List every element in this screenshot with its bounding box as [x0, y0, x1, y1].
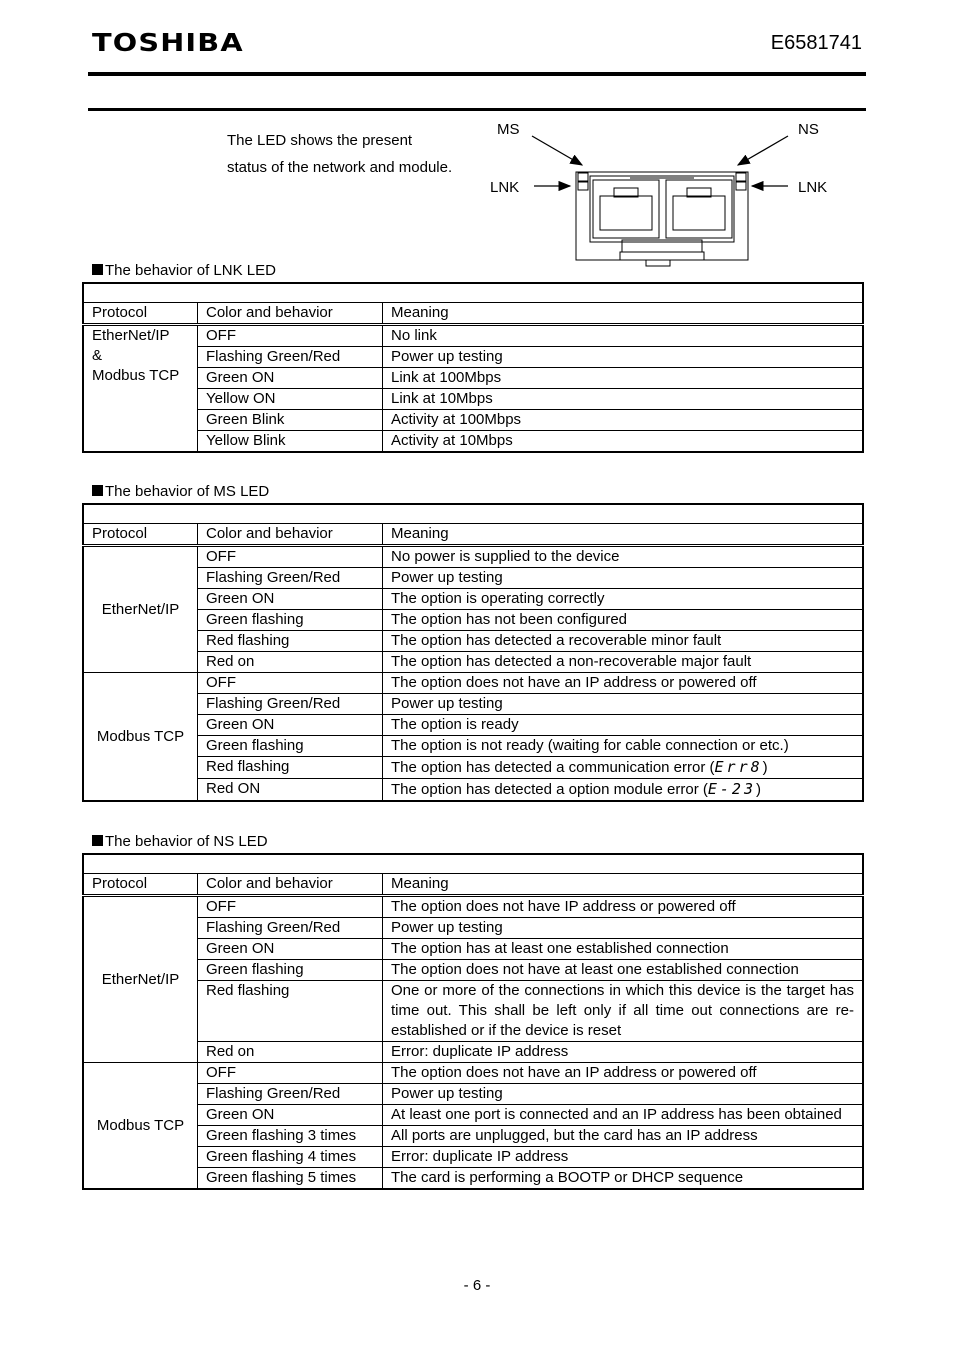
- intro-line-2: status of the network and module.: [227, 159, 453, 176]
- lnk-left-label: LNK: [490, 179, 520, 196]
- module-diagram: [0, 0, 954, 290]
- table-header-row: [83, 874, 863, 896]
- header-meaning: Meaning: [383, 874, 864, 896]
- table-row: Green flashing The option is not ready (waiting for cable connection or etc.): [83, 736, 863, 757]
- table-row: Green ON The option is ready: [83, 715, 863, 736]
- protocol-cell: EtherNet/IP: [83, 896, 198, 1063]
- table-row: Red ON The option has detected a option module error (E-23): [83, 779, 863, 802]
- table-row: Flashing Green/Red Power up testing: [83, 1084, 863, 1105]
- table-row: EtherNet/IP OFF The option does not have IP address or powered off: [83, 896, 863, 918]
- table-row: Red flashing The option has detected a recoverable minor fault: [83, 631, 863, 652]
- table-row: Red on Error: duplicate IP address: [83, 1042, 863, 1063]
- ms-section-title: The behavior of MS LED: [92, 483, 269, 500]
- toshiba-logo: TOSHIBA: [92, 28, 244, 57]
- header-color: Color and behavior: [198, 303, 383, 325]
- header-color: Color and behavior: [198, 874, 383, 896]
- table-row: Flashing Green/Red Power up testing: [83, 568, 863, 589]
- module-body: [576, 172, 748, 266]
- document-number: E6581741: [770, 32, 862, 54]
- table-row: Red flashing One or more of the connections in which this device is the target has time out. This shall be left only if all time out connections are re-established or if the device is reset: [83, 981, 863, 1042]
- table-header-row: [83, 524, 863, 546]
- ms-label: MS: [497, 121, 520, 138]
- table-row: Flashing Green/Red Power up testing: [83, 694, 863, 715]
- ns-label: NS: [798, 121, 819, 138]
- table-row: Flashing Green/Red Power up testing: [83, 918, 863, 939]
- header-color: Color and behavior: [198, 524, 383, 546]
- table-row: Green ON The option is operating correctly: [83, 589, 863, 610]
- table-row: Yellow Blink Activity at 10Mbps: [83, 431, 863, 453]
- square-bullet-icon: [92, 264, 103, 275]
- table-row: Red on The option has detected a non-recoverable major fault: [83, 652, 863, 673]
- header-protocol: Protocol: [83, 874, 198, 896]
- table-row: Modbus TCP OFF The option does not have an IP address or powered off: [83, 1063, 863, 1084]
- table-row: Green ON Link at 100Mbps: [83, 368, 863, 389]
- header-meaning: Meaning: [383, 524, 864, 546]
- header-protocol: Protocol: [83, 303, 198, 325]
- error-code-display: E-23: [707, 780, 756, 798]
- page-number: - 6 -: [463, 1277, 491, 1294]
- protocol-cell: Modbus TCP: [83, 673, 198, 802]
- table-row: Green flashing 5 times The card is performing a BOOTP or DHCP sequence: [83, 1168, 863, 1190]
- table-row: Modbus TCP OFF The option does not have an IP address or powered off: [83, 673, 863, 694]
- table-row: Green flashing 3 times All ports are unplugged, but the card has an IP address: [83, 1126, 863, 1147]
- table-header-row: [83, 303, 863, 325]
- header-protocol: Protocol: [83, 524, 198, 546]
- ms-arrow: [532, 136, 582, 165]
- protocol-cell: EtherNet/IP & Modbus TCP: [83, 325, 198, 453]
- table-row: Green flashing The option has not been configured: [83, 610, 863, 631]
- protocol-cell: Modbus TCP: [83, 1063, 198, 1190]
- table-row: EtherNet/IP OFF No power is supplied to the device: [83, 546, 863, 568]
- table-row: Green ON At least one port is connected and an IP address has been obtained: [83, 1105, 863, 1126]
- square-bullet-icon: [92, 485, 103, 496]
- table-row: Green flashing The option does not have at least one established connection: [83, 960, 863, 981]
- ns-section-title: The behavior of NS LED: [92, 833, 268, 850]
- error-code-display: Err8: [714, 758, 763, 776]
- table-row: Green ON The option has at least one established connection: [83, 939, 863, 960]
- table-row: Red flashing The option has detected a communication error (Err8): [83, 757, 863, 779]
- ns-led-table: [82, 853, 864, 1190]
- lnk-section-title: The behavior of LNK LED: [92, 262, 276, 279]
- ns-led-icon: [736, 173, 746, 181]
- intro-line-1: The LED shows the present: [227, 132, 413, 149]
- table-row: Flashing Green/Red Power up testing: [83, 347, 863, 368]
- table-row: Yellow ON Link at 10Mbps: [83, 389, 863, 410]
- lnk-led-table: [82, 282, 864, 453]
- ns-arrow: [738, 136, 788, 165]
- lnk-left-led-icon: [578, 182, 588, 190]
- header-meaning: Meaning: [383, 303, 864, 325]
- table-row: Green Blink Activity at 100Mbps: [83, 410, 863, 431]
- ms-led-icon: [578, 173, 588, 181]
- lnk-right-label: LNK: [798, 179, 828, 196]
- table-row: Green flashing 4 times Error: duplicate IP address: [83, 1147, 863, 1168]
- table-row: EtherNet/IP & Modbus TCP OFF No link: [83, 325, 863, 347]
- protocol-cell: EtherNet/IP: [83, 546, 198, 673]
- lnk-right-led-icon: [736, 182, 746, 190]
- square-bullet-icon: [92, 835, 103, 846]
- ms-led-table: [82, 503, 864, 802]
